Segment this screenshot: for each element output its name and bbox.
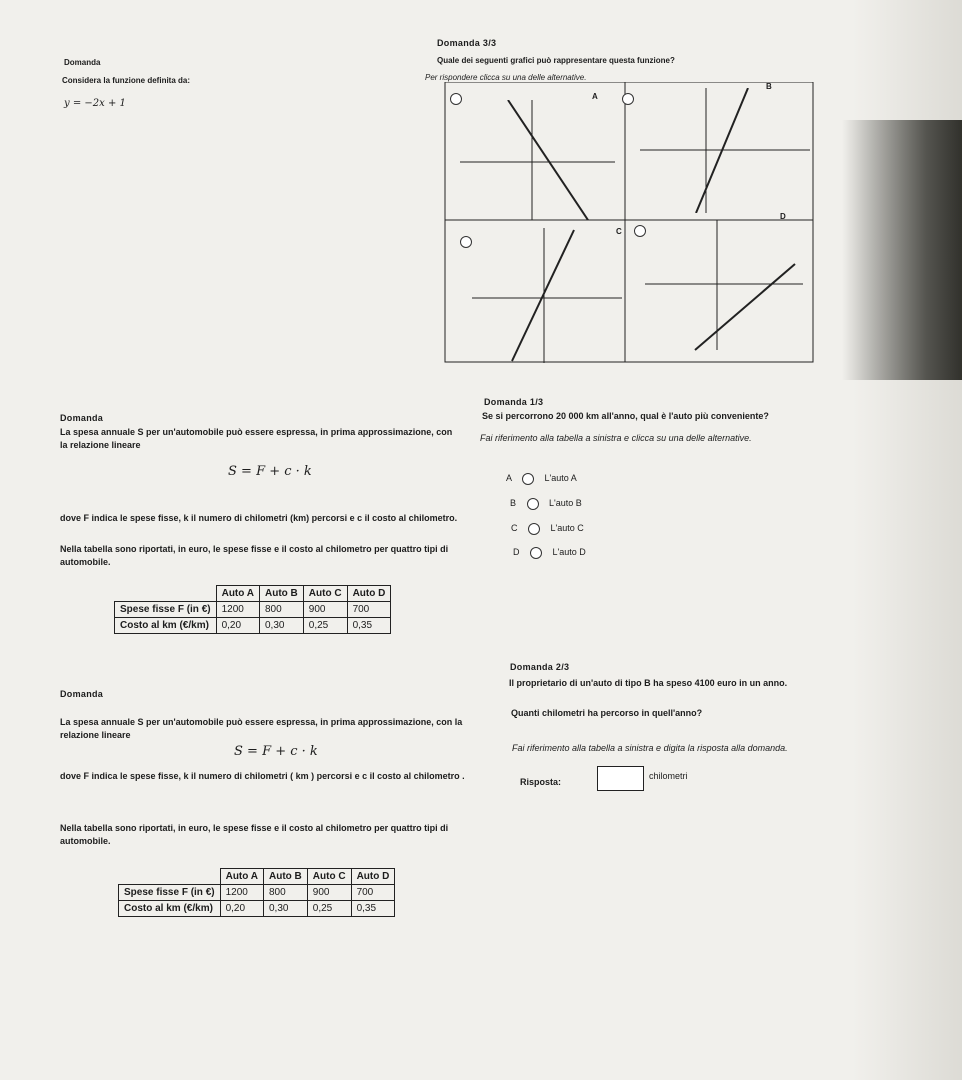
table-cell: 700 — [351, 885, 395, 901]
graph-d-label: D — [780, 212, 786, 221]
table-cell: 900 — [307, 885, 351, 901]
option-label: L'auto A — [544, 473, 577, 483]
q3-function: y = −2x + 1 — [64, 98, 126, 109]
q2-heading: Domanda — [60, 689, 104, 699]
table-cell: 0,30 — [260, 618, 304, 634]
graph-c-plot — [472, 228, 627, 363]
table-header: Auto C — [307, 869, 351, 885]
table-header: Auto B — [264, 869, 308, 885]
q2-answer-label: Risposta: — [520, 777, 562, 787]
q3-question: Quale dei seguenti grafici può rappresentare questa funzione? — [437, 56, 675, 65]
table-header-row — [119, 869, 395, 885]
option-letter: C — [511, 523, 518, 533]
q3-instruction: Per rispondere clicca su una delle alternative. — [425, 73, 587, 82]
graph-d-plot — [645, 220, 810, 355]
q1-text1: La spesa annuale S per un'automobile può essere espressa, in prima approssimazione, con la relazione lineare — [60, 427, 453, 450]
option-radio[interactable] — [527, 498, 539, 510]
graph-c-radio[interactable] — [460, 236, 472, 248]
table-header: Auto C — [303, 586, 347, 602]
q2-instruction: Fai riferimento alla tabella a sinistra e digita la risposta alla domanda. — [512, 743, 788, 753]
q1-option-b[interactable] — [510, 497, 582, 510]
q1-cost-table — [114, 585, 391, 634]
table-cell: 0,35 — [347, 618, 391, 634]
option-letter: B — [510, 498, 517, 508]
graph-a-line — [508, 100, 588, 220]
q2-question2: Quanti chilometri ha percorso in quell'anno? — [511, 708, 703, 718]
q2-text3: Nella tabella sono riportati, in euro, le spese fisse e il costo al chilometro per quattro tipi di automobile. — [60, 823, 449, 846]
q2-answer-input[interactable] — [597, 766, 644, 791]
row-label: Spese fisse F (in €) — [119, 885, 221, 901]
q1-option-a[interactable] — [506, 472, 577, 485]
row-label: Costo al km (€/km) — [119, 901, 221, 917]
table-cell: 1200 — [216, 602, 259, 618]
table-cell: 0,35 — [351, 901, 395, 917]
q1-text3: Nella tabella sono riportati, in euro, le spese fisse e il costo al chilometro per quattro tipi di automobile. — [60, 544, 449, 567]
graph-b-plot — [640, 88, 815, 213]
graph-b-label: B — [766, 82, 772, 91]
table-cell: 800 — [264, 885, 308, 901]
q1-question: Se si percorrono 20 000 km all'anno, qual è l'auto più conveniente? — [482, 411, 769, 421]
graph-c-line — [512, 230, 574, 361]
option-letter: D — [513, 547, 520, 557]
q1-option-c[interactable] — [511, 522, 584, 535]
option-label: L'auto B — [549, 498, 582, 508]
table-cell: 0,20 — [216, 618, 259, 634]
table-row — [115, 618, 391, 634]
q1-formula: S = F + c · k — [228, 464, 312, 479]
table-header-row — [115, 586, 391, 602]
q1-heading: Domanda — [60, 413, 104, 423]
table-cell: 1200 — [220, 885, 263, 901]
graph-b-radio[interactable] — [622, 93, 634, 105]
q3-intro: Considera la funzione definita da: — [62, 76, 191, 85]
q3-number: Domanda 3/3 — [437, 38, 497, 48]
option-radio[interactable] — [522, 473, 534, 485]
q2-answer-unit: chilometri — [649, 771, 688, 781]
q3-heading: Domanda — [64, 58, 101, 67]
graph-a-label: A — [592, 92, 598, 101]
q1-text2: dove F indica le spese fisse, k il numero di chilometri (km) percorsi e c il costo al chilometro. — [60, 513, 458, 523]
table-cell: 900 — [303, 602, 347, 618]
table-cell: 0,25 — [303, 618, 347, 634]
table-header: Auto B — [260, 586, 304, 602]
table-cell: 0,30 — [264, 901, 308, 917]
q2-text1: La spesa annuale S per un'automobile può essere espressa, in prima approssimazione, con la relazione lineare — [60, 717, 463, 740]
q1-instruction: Fai riferimento alla tabella a sinistra e clicca su una delle alternative. — [480, 433, 752, 443]
table-cell: 800 — [260, 602, 304, 618]
option-label: L'auto D — [552, 547, 586, 557]
row-label: Spese fisse F (in €) — [115, 602, 217, 618]
table-header: Auto D — [347, 586, 391, 602]
option-radio[interactable] — [530, 547, 542, 559]
graph-d-line — [695, 264, 795, 350]
option-letter: A — [506, 473, 512, 483]
background-dark-area — [842, 120, 962, 380]
q2-number: Domanda 2/3 — [510, 662, 570, 672]
graph-c-label: C — [616, 227, 622, 236]
q2-text2: dove F indica le spese fisse, k il numero di chilometri ( km ) percorsi e c il costo al chilometro . — [60, 771, 465, 781]
table-cell: 0,25 — [307, 901, 351, 917]
q1-option-d[interactable] — [513, 546, 586, 559]
q2-formula: S = F + c · k — [234, 744, 318, 759]
option-radio[interactable] — [528, 523, 540, 535]
table-header: Auto A — [220, 869, 263, 885]
table-row — [119, 885, 395, 901]
q1-number: Domanda 1/3 — [484, 397, 544, 407]
table-header: Auto A — [216, 586, 259, 602]
q2-question: Il proprietario di un'auto di tipo B ha speso 4100 euro in un anno. — [509, 678, 788, 688]
table-header: Auto D — [351, 869, 395, 885]
table-cell: 0,20 — [220, 901, 263, 917]
graph-c-option[interactable] — [460, 233, 472, 251]
q2-cost-table — [118, 868, 395, 917]
option-label: L'auto C — [550, 523, 584, 533]
table-cell: 700 — [347, 602, 391, 618]
table-row — [115, 602, 391, 618]
graph-a-plot — [460, 100, 620, 220]
table-row — [119, 901, 395, 917]
graph-b-option[interactable] — [622, 90, 634, 108]
row-label: Costo al km (€/km) — [115, 618, 217, 634]
